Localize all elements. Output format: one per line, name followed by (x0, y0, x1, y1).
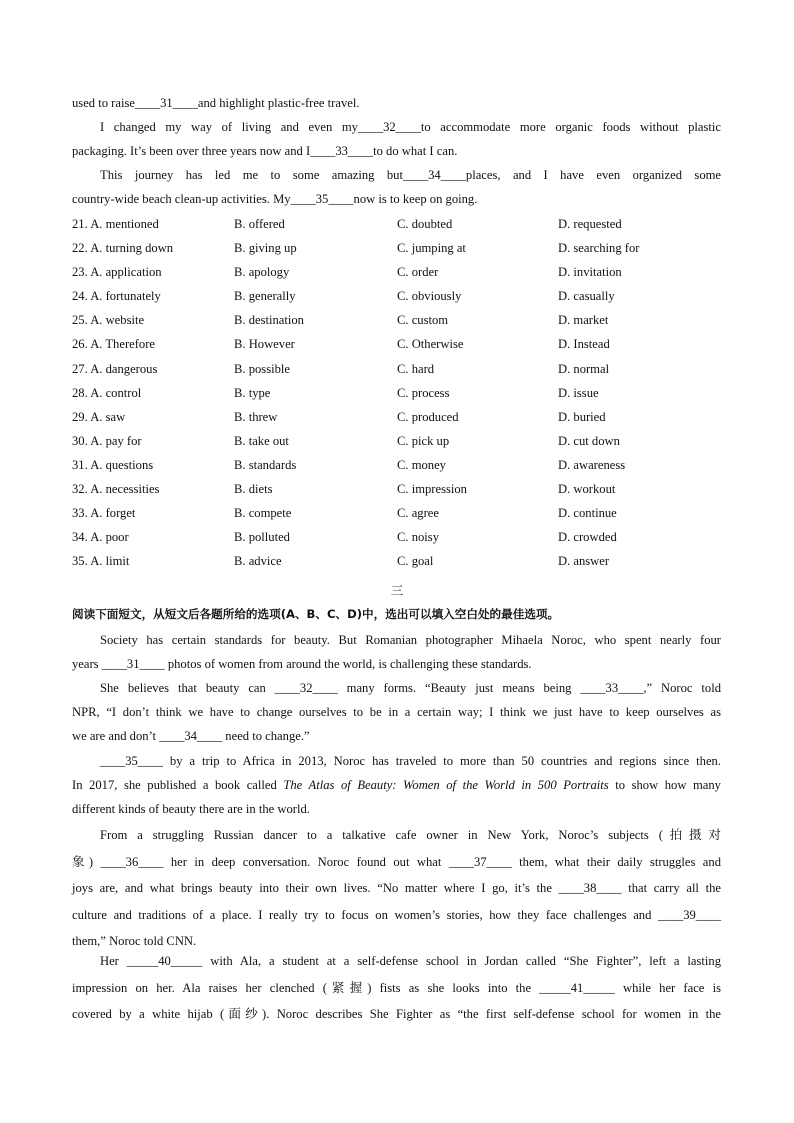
passage1-paragraph-3 (72, 163, 721, 211)
passage2-p2-line-2: NPR, “I don’t think we have to change ourselves to be in a certain way; I think we just have to keep ourselves as (72, 705, 721, 720)
option-row (72, 405, 732, 429)
option-d: D. buried (558, 409, 606, 424)
passage2-p3-line-2 (72, 773, 721, 797)
option-row (72, 260, 732, 284)
passage2-p3-line-3: different kinds of beauty there are in the world. (72, 802, 310, 817)
option-b: B. diets (234, 482, 273, 497)
passage2-p5-line-2: impression on her. Ala raises her clenched (紧握) fists as she looks into the _____41_____ while her face is (72, 980, 721, 995)
option-row (72, 429, 732, 453)
instruction-text: 阅读下面短文，从短文后各题所给的选项(A、B、C、D)中，选出可以填入空白处的最佳选项。 (72, 607, 560, 621)
option-c: C. pick up (397, 433, 450, 448)
option-b: B. type (234, 385, 271, 400)
passage2-paragraph-1 (72, 628, 721, 676)
option-a: 35. A. limit (72, 554, 130, 569)
passage2-p4-line-3: joys are, and what brings beauty into their own lives. “No matter where I go, it’s the ____38____ that carry all the (72, 881, 721, 895)
passage2-p4-line-2: 象) ____36____ her in deep conversation. Noroc found out what ____37____ them, what their daily struggles and (72, 854, 721, 869)
passage2-p2-line-1: She believes that beauty can ____32____ many forms. “Beauty just means being ____33____,” Noroc told (100, 681, 721, 695)
option-b: B. advice (234, 554, 282, 569)
option-row (72, 357, 732, 381)
option-a: 21. A. mentioned (72, 217, 159, 231)
option-c: C. agree (397, 506, 439, 521)
option-row (72, 212, 732, 236)
option-row (72, 332, 732, 356)
option-b: B. apology (234, 265, 290, 280)
option-a: 28. A. control (72, 385, 142, 400)
option-c: C. doubted (397, 217, 453, 231)
passage2-paragraph-3 (72, 749, 721, 822)
passage2-p3-post: to show how many (608, 778, 721, 793)
option-row (72, 236, 732, 260)
book-title: The Atlas of Beauty: Women of the World in 500 Portraits (283, 778, 609, 793)
option-d: D. invitation (558, 265, 622, 280)
option-c: C. jumping at (397, 241, 466, 256)
passage2-paragraph-2 (72, 676, 721, 749)
option-d: D. awareness (558, 457, 626, 472)
option-a: 32. A. necessities (72, 482, 160, 497)
passage2-p5-line-1: Her _____40_____ with Ala, a student at a self-defense school in Jordan called “She Fighter”, left a lasting (100, 954, 721, 968)
option-b: B. possible (234, 361, 290, 376)
option-c: C. hard (397, 361, 435, 376)
option-b: B. threw (234, 409, 278, 424)
option-d: D. workout (558, 482, 616, 497)
option-c: C. impression (397, 482, 467, 497)
passage2-p3-line-1: ____35____ by a trip to Africa in 2013, Noroc has traveled to more than 50 countries and regions since then. (100, 754, 721, 768)
passage2-p1-line-1: Society has certain standards for beauty. But Romanian photographer Mihaela Noroc, who spent nearly four (100, 633, 721, 647)
option-a: 24. A. fortunately (72, 289, 161, 304)
option-row (72, 501, 732, 525)
option-row (72, 477, 732, 501)
option-d: D. Instead (558, 337, 610, 352)
option-b: B. take out (234, 433, 289, 448)
passage1-paragraph-2 (72, 115, 721, 163)
option-row (72, 381, 732, 405)
passage1-line-4: This journey has led me to some amazing but____34____places, and I have even organized some (100, 168, 721, 182)
passage1-line-3: packaging. It’s been over three years now and I____33____to do what I can. (72, 144, 458, 159)
passage2-p5-line-3: covered by a white hijab (面纱). Noroc describes She Fighter as “the first self-defense school for women in the (72, 1007, 721, 1021)
option-row (72, 308, 732, 332)
option-a: 29. A. saw (72, 409, 126, 424)
passage2-p2-line-3: we are and don’t ____34____ need to change.” (72, 729, 310, 744)
option-a: 22. A. turning down (72, 241, 174, 256)
option-b: B. polluted (234, 530, 290, 545)
option-row (72, 525, 732, 549)
option-c: C. goal (397, 554, 434, 569)
option-row (72, 549, 732, 573)
passage2-paragraph-5 (72, 948, 721, 1028)
option-row (72, 284, 732, 308)
option-a: 25. A. website (72, 313, 145, 328)
option-c: C. money (397, 457, 446, 472)
passage1-line-5: country-wide beach clean-up activities. My____35____now is to keep on going. (72, 192, 478, 207)
option-a: 34. A. poor (72, 530, 129, 545)
option-d: D. casually (558, 289, 615, 304)
option-d: D. requested (558, 217, 622, 231)
option-d: D. issue (558, 385, 599, 400)
option-c: C. custom (397, 313, 449, 328)
passage2-p3-pre: In 2017, she published a book called (72, 778, 284, 793)
option-d: D. normal (558, 361, 610, 376)
option-a: 26. A. Therefore (72, 337, 155, 352)
option-a: 27. A. dangerous (72, 361, 158, 376)
option-a: 23. A. application (72, 265, 162, 280)
section-title: 三 (390, 584, 404, 598)
passage1-line-1 (72, 91, 721, 115)
passage2-p4-line-1: From a struggling Russian dancer to a talkative cafe owner in New York, Noroc’s subjects (拍摄对 (100, 828, 721, 842)
passage2-p1-line-2: years ____31____ photos of women from around the world, is challenging these standards. (72, 657, 532, 672)
option-c: C. order (397, 265, 439, 280)
passage1-line-2: I changed my way of living and even my____32____to accommodate more organic foods without plastic (100, 120, 721, 134)
option-d: D. cut down (558, 433, 620, 448)
option-b: B. generally (234, 289, 296, 304)
option-b: B. offered (234, 217, 285, 231)
option-b: B. However (234, 337, 295, 352)
passage2-paragraph-4 (72, 822, 721, 955)
option-a: 31. A. questions (72, 457, 154, 472)
option-d: D. crowded (558, 530, 617, 545)
option-c: C. noisy (397, 530, 439, 545)
option-c: C. process (397, 385, 450, 400)
option-d: D. continue (558, 506, 617, 521)
option-row (72, 453, 732, 477)
option-d: D. searching for (558, 241, 640, 256)
passage2-p4-line-5: them,” Noroc told CNN. (72, 934, 197, 948)
option-b: B. standards (234, 457, 297, 472)
option-d: D. answer (558, 554, 610, 569)
option-c: C. Otherwise (397, 337, 464, 352)
options-table (72, 212, 732, 573)
option-d: D. market (558, 313, 609, 328)
option-b: B. destination (234, 313, 304, 328)
option-b: B. giving up (234, 241, 297, 256)
option-b: B. compete (234, 506, 292, 521)
option-c: C. obviously (397, 289, 462, 304)
option-a: 33. A. forget (72, 506, 136, 521)
option-c: C. produced (397, 409, 459, 424)
option-a: 30. A. pay for (72, 433, 142, 448)
passage1-line-1-text: used to raise____31____and highlight plastic-free travel. (72, 96, 360, 110)
passage2-p4-line-4: culture and traditions of a place. I really try to focus on women’s stories, how they face challenges and ____39____ (72, 907, 721, 922)
